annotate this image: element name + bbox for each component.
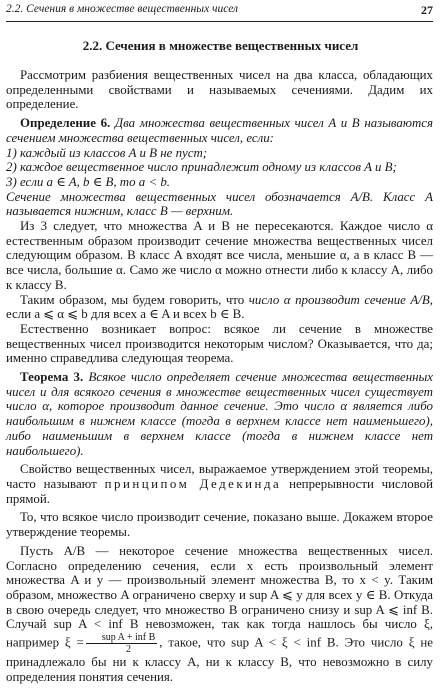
property-paragraph [6,462,433,506]
thus-paragraph [6,293,433,322]
condition-3: 3) если a ∈ A, b ∈ B, то a < b. [6,174,171,189]
theorem-label: Теорема 3. [20,370,84,385]
running-header [6,3,433,22]
fraction-numerator: sup A + inf B [86,632,157,644]
property-tail: непрерывности числовой прямой. [6,476,433,506]
condition-1: 1) каждый из классов A и B не пуст; [6,145,208,160]
xi-fraction [86,632,157,655]
question-paragraph: Естественно возникает вопрос: всякое ли сечение в множестве вещественных чисел производится некоторым числом? Оказывается, что да; именно справедлива следующая теорема. [6,321,433,366]
shown-paragraph: То, что всякое число производит сечение, показано выше. Докажем второе утверждение теоремы. [6,510,433,540]
intro-paragraph: Рассмотрим разбиения вещественных чисел на два класса, обладающих определенными свойствами и называемых сечениями. Дадим их определение. [6,68,433,112]
text-body [6,68,433,684]
page-number: 27 [421,3,433,17]
running-title: 2.2. Сечения в множестве вещественных чисел [6,3,239,15]
notation-paragraph: Сечение множества вещественных чисел обозначается A/B. Класс A называется нижним, класс B — верхним. [6,189,433,219]
condition-2: 2) каждое вещественное число принадлежит одному из классов A и B; [6,160,397,175]
thus-condition: если a ⩽ α ⩽ b для всех a ∈ A и всех b ∈ B. [6,307,245,322]
dedekind-principle: принципом Дедекинда [104,476,282,491]
theorem-paragraph [6,370,433,458]
definition-label: Определение 6. [20,116,111,131]
proof-paragraph [6,544,433,685]
thus-emphasis: число α производит сечение A/B, [248,292,433,307]
thus-lead: Таким образом, мы будем говорить, что [20,292,245,307]
fraction-denominator: 2 [126,644,132,656]
theorem-text: Всякое число определяет сечение множества вещественных чисел и для всякого сечения в множестве вещественных чисел существует число α, которое производит данное сечение. Это число α является либо наибольшим в нижнем классе (тогда в верхнем классе нет наименьшего), либо наименьшим в верхнем классе (тогда в нижнем классе нет наибольшего). [6,370,433,458]
proof-tail: , такое, что sup A < ξ < inf B. Это число ξ не принадлежало бы ни к классу A, ни к классу B, что невозможно в силу определения понятия сечения. [6,635,433,684]
section-title: 2.2. Сечения в множестве вещественных чисел [82,38,359,53]
definition-text: Два множества вещественных чисел A и B называются сечением множества вещественных чисел, если: [6,116,433,145]
proof-lead: Пусть A/B — некоторое сечение множества вещественных чисел. Согласно определению сечения, если x есть произвольный элемент множества A и y — произвольный элемент множества B, то x < y. Таким образом, множество A ограничено сверху и sup A ⩽ y для всех y ∈ B. Откуда в свою очередь следует, что множество B ограничено снизу и sup A ⩽ inf B. Случай sup A < inf B невозможен, так как тогда нашлось бы число ξ, например ξ = [6,543,433,650]
consequence-paragraph: Из 3 следует, что множества A и B не пересекаются. Каждое число α естественным образом производит сечение множества вещественных чисел следующим образом. В класс A входят все числа, меньшие α, а в класс B — все числа, большие α. Само же число α можно отнести либо к классу A, либо к классу B. [6,219,433,292]
definition-paragraph [6,116,433,145]
property-lead: Свойство вещественных чисел, выражаемое утверждением этой теоремы, часто называют [6,462,433,491]
